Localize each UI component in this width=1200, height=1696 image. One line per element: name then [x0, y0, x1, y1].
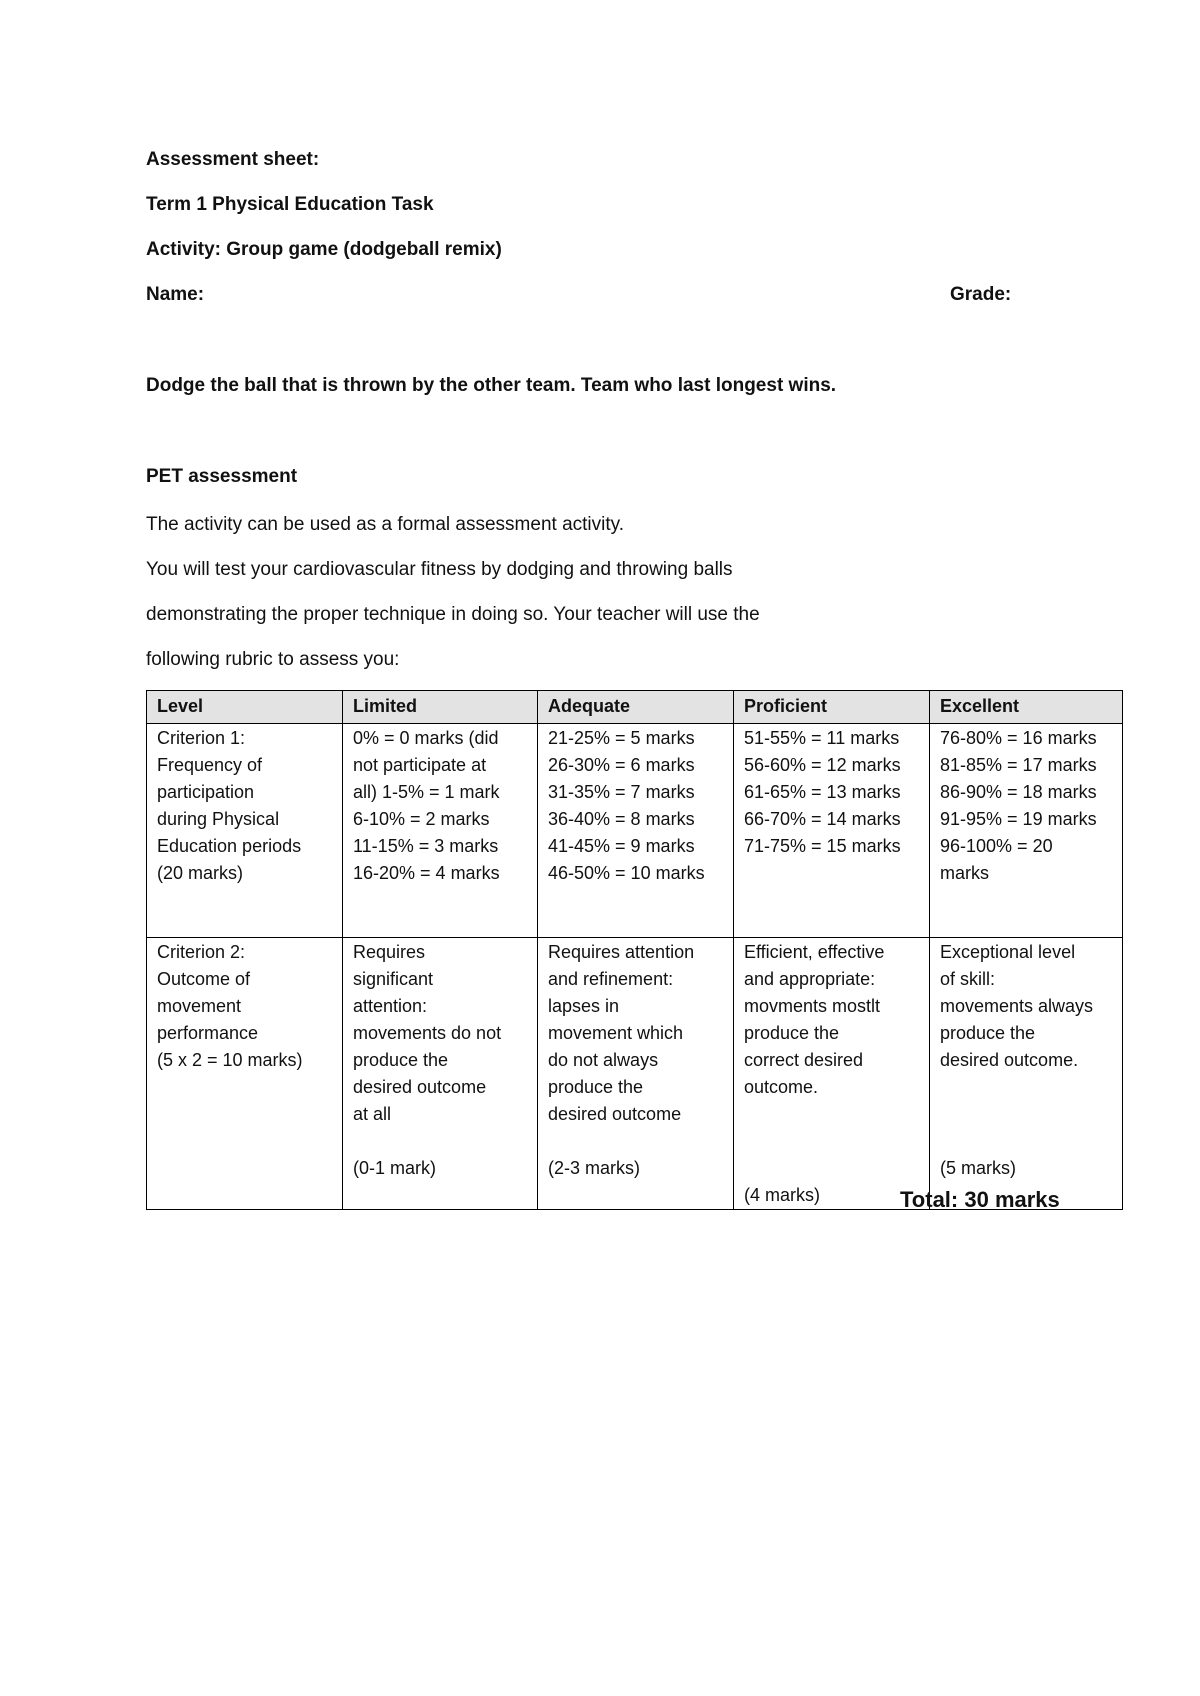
header-excellent: Excellent	[930, 691, 1123, 724]
adequate-marks-note: (2-3 marks)	[548, 1158, 641, 1178]
name-label: Name:	[146, 284, 205, 305]
header-adequate: Adequate	[538, 691, 734, 724]
activity-line: Activity: Group game (dodgeball remix)	[146, 239, 502, 260]
grade-label: Grade:	[950, 284, 1012, 305]
criterion-2-excellent	[930, 938, 1123, 1210]
criterion-2-limited	[343, 938, 538, 1210]
criterion-2-adequate-text: Requires attention and refinement: lapses in movement which do not always produce the desired outcome	[548, 942, 695, 1124]
criterion-2-adequate	[538, 938, 734, 1210]
criterion-1-adequate: 21-25% = 5 marks 26-30% = 6 marks 31-35% = 7 marks 36-40% = 8 marks 41-45% = 9 marks 46-50% = 10 marks	[538, 724, 734, 938]
criterion-2-proficient-text: Efficient, effective and appropriate: movments mostlt produce the correct desired outcome.	[744, 942, 885, 1097]
criterion-1-cell: Criterion 1: Frequency of participation during Physical Education periods (20 marks)	[147, 724, 343, 938]
sheet-title: Assessment sheet:	[146, 149, 320, 170]
criterion-1-limited: 0% = 0 marks (did not participate at all) 1-5% = 1 mark 6-10% = 2 marks 11-15% = 3 marks 16-20% = 4 marks	[343, 724, 538, 938]
limited-marks-note: (0-1 mark)	[353, 1158, 437, 1178]
header-limited: Limited	[343, 691, 538, 724]
pet-line: demonstrating the proper technique in doing so. Your teacher will use the	[146, 604, 760, 625]
pet-heading: PET assessment	[146, 466, 298, 487]
criterion-1-proficient: 51-55% = 11 marks 56-60% = 12 marks 61-65% = 13 marks 66-70% = 14 marks 71-75% = 15 marks	[734, 724, 930, 938]
excellent-marks-note: (5 marks)	[940, 1158, 1016, 1178]
criterion-2-cell	[147, 938, 343, 1210]
criterion-2-proficient	[734, 938, 930, 1210]
proficient-marks-note: (4 marks)	[744, 1185, 820, 1205]
criterion-2-limited-text: Requires significant attention: movements do not produce the desired outcome at all	[353, 942, 502, 1124]
rubric-table	[146, 690, 1123, 1210]
criterion-2-excellent-text: Exceptional level of skill: movements always produce the desired outcome.	[940, 942, 1094, 1070]
criterion-2-text: Criterion 2: Outcome of movement performance (5 x 2 = 10 marks)	[157, 942, 303, 1070]
criterion-1-excellent: 76-80% = 16 marks 81-85% = 17 marks 86-90% = 18 marks 91-95% = 19 marks 96-100% = 20 marks	[930, 724, 1123, 938]
table-row	[147, 938, 1123, 1210]
pet-line: The activity can be used as a formal assessment activity.	[146, 514, 625, 535]
rubric-header-row	[147, 691, 1123, 724]
pet-line: You will test your cardiovascular fitness by dodging and throwing balls	[146, 559, 733, 580]
game-instruction: Dodge the ball that is thrown by the other team. Team who last longest wins.	[146, 375, 837, 396]
header-level: Level	[147, 691, 343, 724]
term-line: Term 1 Physical Education Task	[146, 194, 434, 215]
total-marks: Total: 30 marks	[900, 1187, 1060, 1212]
table-row	[147, 724, 1123, 938]
pet-line: following rubric to assess you:	[146, 649, 400, 670]
header-proficient: Proficient	[734, 691, 930, 724]
